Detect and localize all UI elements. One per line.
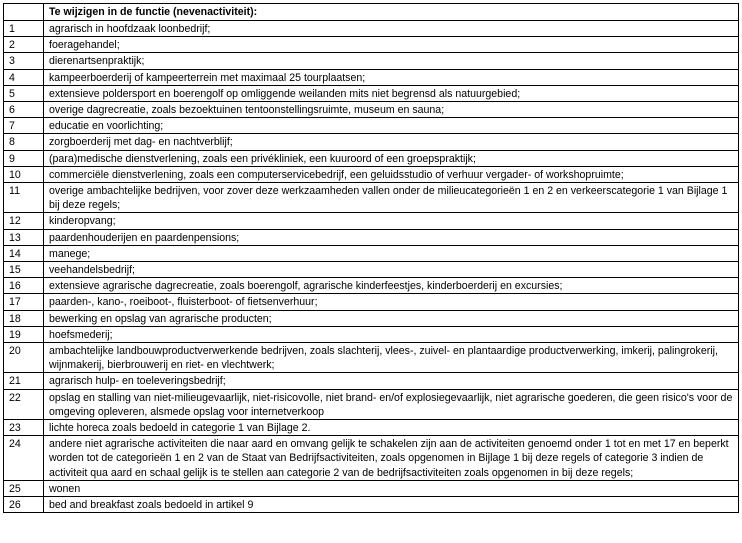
- row-number: 3: [4, 53, 44, 69]
- table-row: [4, 102, 739, 118]
- row-activity: paarden-, kano-, roeiboot-, fluisterboot- of fietsenverhuur;: [44, 294, 739, 310]
- header-title-cell: Te wijzigen in de functie (nevenactiviteit):: [44, 4, 739, 21]
- row-number: 23: [4, 420, 44, 436]
- row-number: 19: [4, 326, 44, 342]
- row-activity: kampeerboerderij of kampeerterrein met maximaal 25 tourplaatsen;: [44, 69, 739, 85]
- row-activity: lichte horeca zoals bedoeld in categorie 1 van Bijlage 2.: [44, 420, 739, 436]
- row-activity: agrarisch hulp- en toeleveringsbedrijf;: [44, 373, 739, 389]
- table-row: [4, 37, 739, 53]
- table-row: [4, 69, 739, 85]
- table-row: [4, 213, 739, 229]
- row-activity: opslag en stalling van niet-milieugevaarlijk, niet-risicovolle, niet brand- en/of explosiegevaarlijk, niet agrarische goederen, die geen risico's voor de omgeving opleveren, alsmede opslag voor internetverkoop: [44, 389, 739, 419]
- row-number: 24: [4, 436, 44, 481]
- table-row: [4, 53, 739, 69]
- row-activity: andere niet agrarische activiteiten die naar aard en omvang gelijk te schakelen zijn aan de activiteiten genoemd onder 1 tot en met 17 en beperkt worden tot de categorieën 1 en 2 van de Staat van Bedrijfsactiviteiten, zoals opgenomen in Bijlage 1 bij deze regels of categorie 3 indien de activiteit qua aard en schaal gelijk is te stellen aan categorie 2 van de bedrijfsactiviteiten zoals opgenomen in bij deze regels;: [44, 436, 739, 481]
- row-activity: extensieve poldersport en boerengolf op omliggende weilanden mits niet begrensd als natuurgebied;: [44, 85, 739, 101]
- row-number: 20: [4, 343, 44, 373]
- row-activity: commerciële dienstverlening, zoals een computerservicebedrijf, een geluidsstudio of verhuur vergader- of workshopruimte;: [44, 166, 739, 182]
- row-number: 12: [4, 213, 44, 229]
- table-row: [4, 310, 739, 326]
- table-row: [4, 85, 739, 101]
- row-number: 16: [4, 278, 44, 294]
- table-row: [4, 134, 739, 150]
- table-row: [4, 118, 739, 134]
- row-number: 13: [4, 229, 44, 245]
- table-row: [4, 294, 739, 310]
- table-row: [4, 480, 739, 496]
- row-activity: overige dagrecreatie, zoals bezoektuinen tentoonstellingsruimte, museum en sauna;: [44, 102, 739, 118]
- row-activity: (para)medische dienstverlening, zoals een privékliniek, een kuuroord of een groepspraktijk;: [44, 150, 739, 166]
- table-row: [4, 389, 739, 419]
- row-activity: agrarisch in hoofdzaak loonbedrijf;: [44, 21, 739, 37]
- table-row: [4, 436, 739, 481]
- table-row: [4, 420, 739, 436]
- row-number: 1: [4, 21, 44, 37]
- row-number: 17: [4, 294, 44, 310]
- table-row: [4, 373, 739, 389]
- row-activity: overige ambachtelijke bedrijven, voor zover deze werkzaamheden vallen onder de milieucategorieën 1 en 2 en verkeerscategorie 1 van Bijlage 1 bij deze regels;: [44, 183, 739, 213]
- row-number: 7: [4, 118, 44, 134]
- row-number: 18: [4, 310, 44, 326]
- row-activity: ambachtelijke landbouwproductverwerkende bedrijven, zoals slachterij, vlees-, zuivel- en plantaardige productverwerking, imkerij, palingrokerij, wijnmakerij, bierbrouwerij en riet- en vlechtwerk;: [44, 343, 739, 373]
- row-activity: dierenartsenpraktijk;: [44, 53, 739, 69]
- row-number: 4: [4, 69, 44, 85]
- header-number-cell: [4, 4, 44, 21]
- row-activity: foeragehandel;: [44, 37, 739, 53]
- table-row: [4, 150, 739, 166]
- row-number: 14: [4, 245, 44, 261]
- row-number: 5: [4, 85, 44, 101]
- table-row: [4, 262, 739, 278]
- table-row: [4, 326, 739, 342]
- table-body: [4, 21, 739, 513]
- table-row: [4, 229, 739, 245]
- row-number: 22: [4, 389, 44, 419]
- header-row: [4, 4, 739, 21]
- row-number: 2: [4, 37, 44, 53]
- table-row: [4, 183, 739, 213]
- row-number: 26: [4, 497, 44, 513]
- row-number: 25: [4, 480, 44, 496]
- row-number: 15: [4, 262, 44, 278]
- row-activity: veehandelsbedrijf;: [44, 262, 739, 278]
- row-activity: zorgboerderij met dag- en nachtverblijf;: [44, 134, 739, 150]
- table-row: [4, 166, 739, 182]
- row-activity: bewerking en opslag van agrarische producten;: [44, 310, 739, 326]
- table-row: [4, 245, 739, 261]
- table-row: [4, 21, 739, 37]
- row-number: 9: [4, 150, 44, 166]
- row-activity: extensieve agrarische dagrecreatie, zoals boerengolf, agrarische kinderfeestjes, kinderboerderij en excursies;: [44, 278, 739, 294]
- row-number: 11: [4, 183, 44, 213]
- row-number: 21: [4, 373, 44, 389]
- row-activity: hoefsmederij;: [44, 326, 739, 342]
- row-activity: educatie en voorlichting;: [44, 118, 739, 134]
- table-row: [4, 343, 739, 373]
- table-row: [4, 497, 739, 513]
- row-activity: bed and breakfast zoals bedoeld in artikel 9: [44, 497, 739, 513]
- row-number: 8: [4, 134, 44, 150]
- row-activity: paardenhouderijen en paardenpensions;: [44, 229, 739, 245]
- activities-table: [3, 3, 739, 513]
- table-row: [4, 278, 739, 294]
- row-number: 10: [4, 166, 44, 182]
- row-activity: manege;: [44, 245, 739, 261]
- row-number: 6: [4, 102, 44, 118]
- row-activity: wonen: [44, 480, 739, 496]
- row-activity: kinderopvang;: [44, 213, 739, 229]
